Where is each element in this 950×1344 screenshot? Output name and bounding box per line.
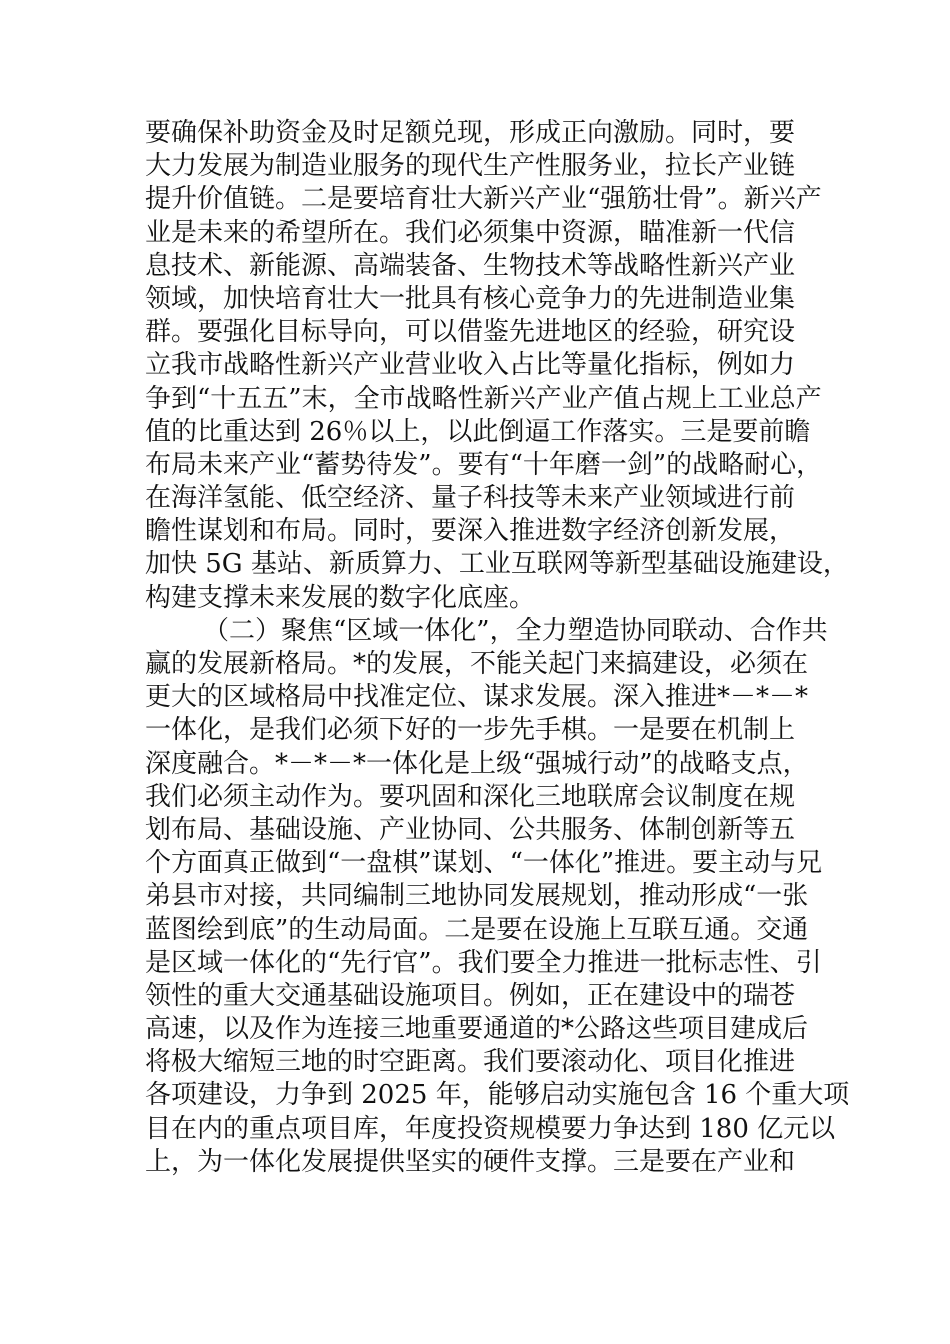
text-line: 大力发展为制造业服务的现代生产性服务业，拉长产业链	[145, 151, 796, 182]
text-line: 更大的区域格局中找准定位、谋求发展。深入推进*－*－*	[145, 682, 809, 713]
text-line: 要确保补助资金及时足额兑现，形成正向激励。同时，要	[145, 118, 796, 148]
text-line: 个方面真正做到“一盘棋”谋划、“一体化”推进。要主动与兄	[145, 848, 823, 879]
text-line: 值的比重达到 26％以上，以此倒逼工作落实。三是要前瞻	[145, 416, 811, 447]
text-line: 业是未来的希望所在。我们必须集中资源，瞄准新一代信	[145, 217, 796, 248]
text-line: 群。要强化目标导向，可以借鉴先进地区的经验，研究设	[145, 317, 796, 348]
text-line: 弟县市对接，共同编制三地协同发展规划，推动形成“一张	[145, 881, 809, 912]
text-line: 各项建设，力争到 2025 年，能够启动实施包含 16 个重大项	[145, 1080, 850, 1111]
text-line: 上，为一体化发展提供坚实的硬件支撑。三是要在产业和	[145, 1146, 796, 1177]
text-line: 划布局、基础设施、产业协同、公共服务、体制创新等五	[145, 814, 796, 845]
text-line: 深度融合。*－*－*一体化是上级“强城行动”的战略支点，	[145, 748, 809, 779]
text-line: 布局未来产业“蓄势待发”。要有“十年磨一剑”的战略耐心，	[145, 449, 823, 480]
text-line: 赢的发展新格局。*的发展，不能关起门来搞建设，必须在	[145, 649, 809, 679]
text-line: 领域，加快培育壮大一批具有核心竞争力的先进制造业集	[145, 283, 796, 314]
document-body-text	[145, 117, 850, 1179]
text-line: 在海洋氢能、低空经济、量子科技等未来产业领域进行前	[145, 483, 796, 514]
text-line: 将极大缩短三地的时空距离。我们要滚动化、项目化推进	[145, 1047, 796, 1078]
text-line: 提升价值链。二是要培育壮大新兴产业“强筋壮骨”。新兴产	[145, 184, 822, 215]
text-line: 目在内的重点项目库，年度投资规模要力争达到 180 亿元以	[145, 1113, 836, 1144]
text-line: 争到“十五五”末，全市战略性新兴产业产值占规上工业总产	[145, 383, 822, 414]
text-line: 构建支撑未来发展的数字化底座。	[145, 582, 536, 613]
text-line: 是区域一体化的“先行官”。我们要全力推进一批标志性、引	[145, 947, 822, 978]
text-line: 息技术、新能源、高端装备、生物技术等战略性新兴产业	[145, 250, 796, 281]
paragraph-heading-line: （二）聚焦“区域一体化”，全力塑造协同联动、合作共	[203, 615, 828, 646]
text-line: 瞻性谋划和布局。同时，要深入推进数字经济创新发展，	[145, 516, 796, 547]
text-line: 立我市战略性新兴产业营业收入占比等量化指标，例如力	[145, 350, 796, 381]
text-line: 蓝图绘到底”的生动局面。二是要在设施上互联互通。交通	[145, 914, 809, 945]
text-line: 一体化，是我们必须下好的一步先手棋。一是要在机制上	[145, 715, 796, 746]
text-line: 高速，以及作为连接三地重要通道的*公路这些项目建成后	[145, 1014, 809, 1045]
text-line: 加快 5G 基站、新质算力、工业互联网等新型基础设施建设，	[145, 549, 849, 580]
text-line: 我们必须主动作为。要巩固和深化三地联席会议制度在规	[145, 781, 796, 812]
text-line: 领性的重大交通基础设施项目。例如，正在建设中的瑞苍	[145, 980, 796, 1011]
